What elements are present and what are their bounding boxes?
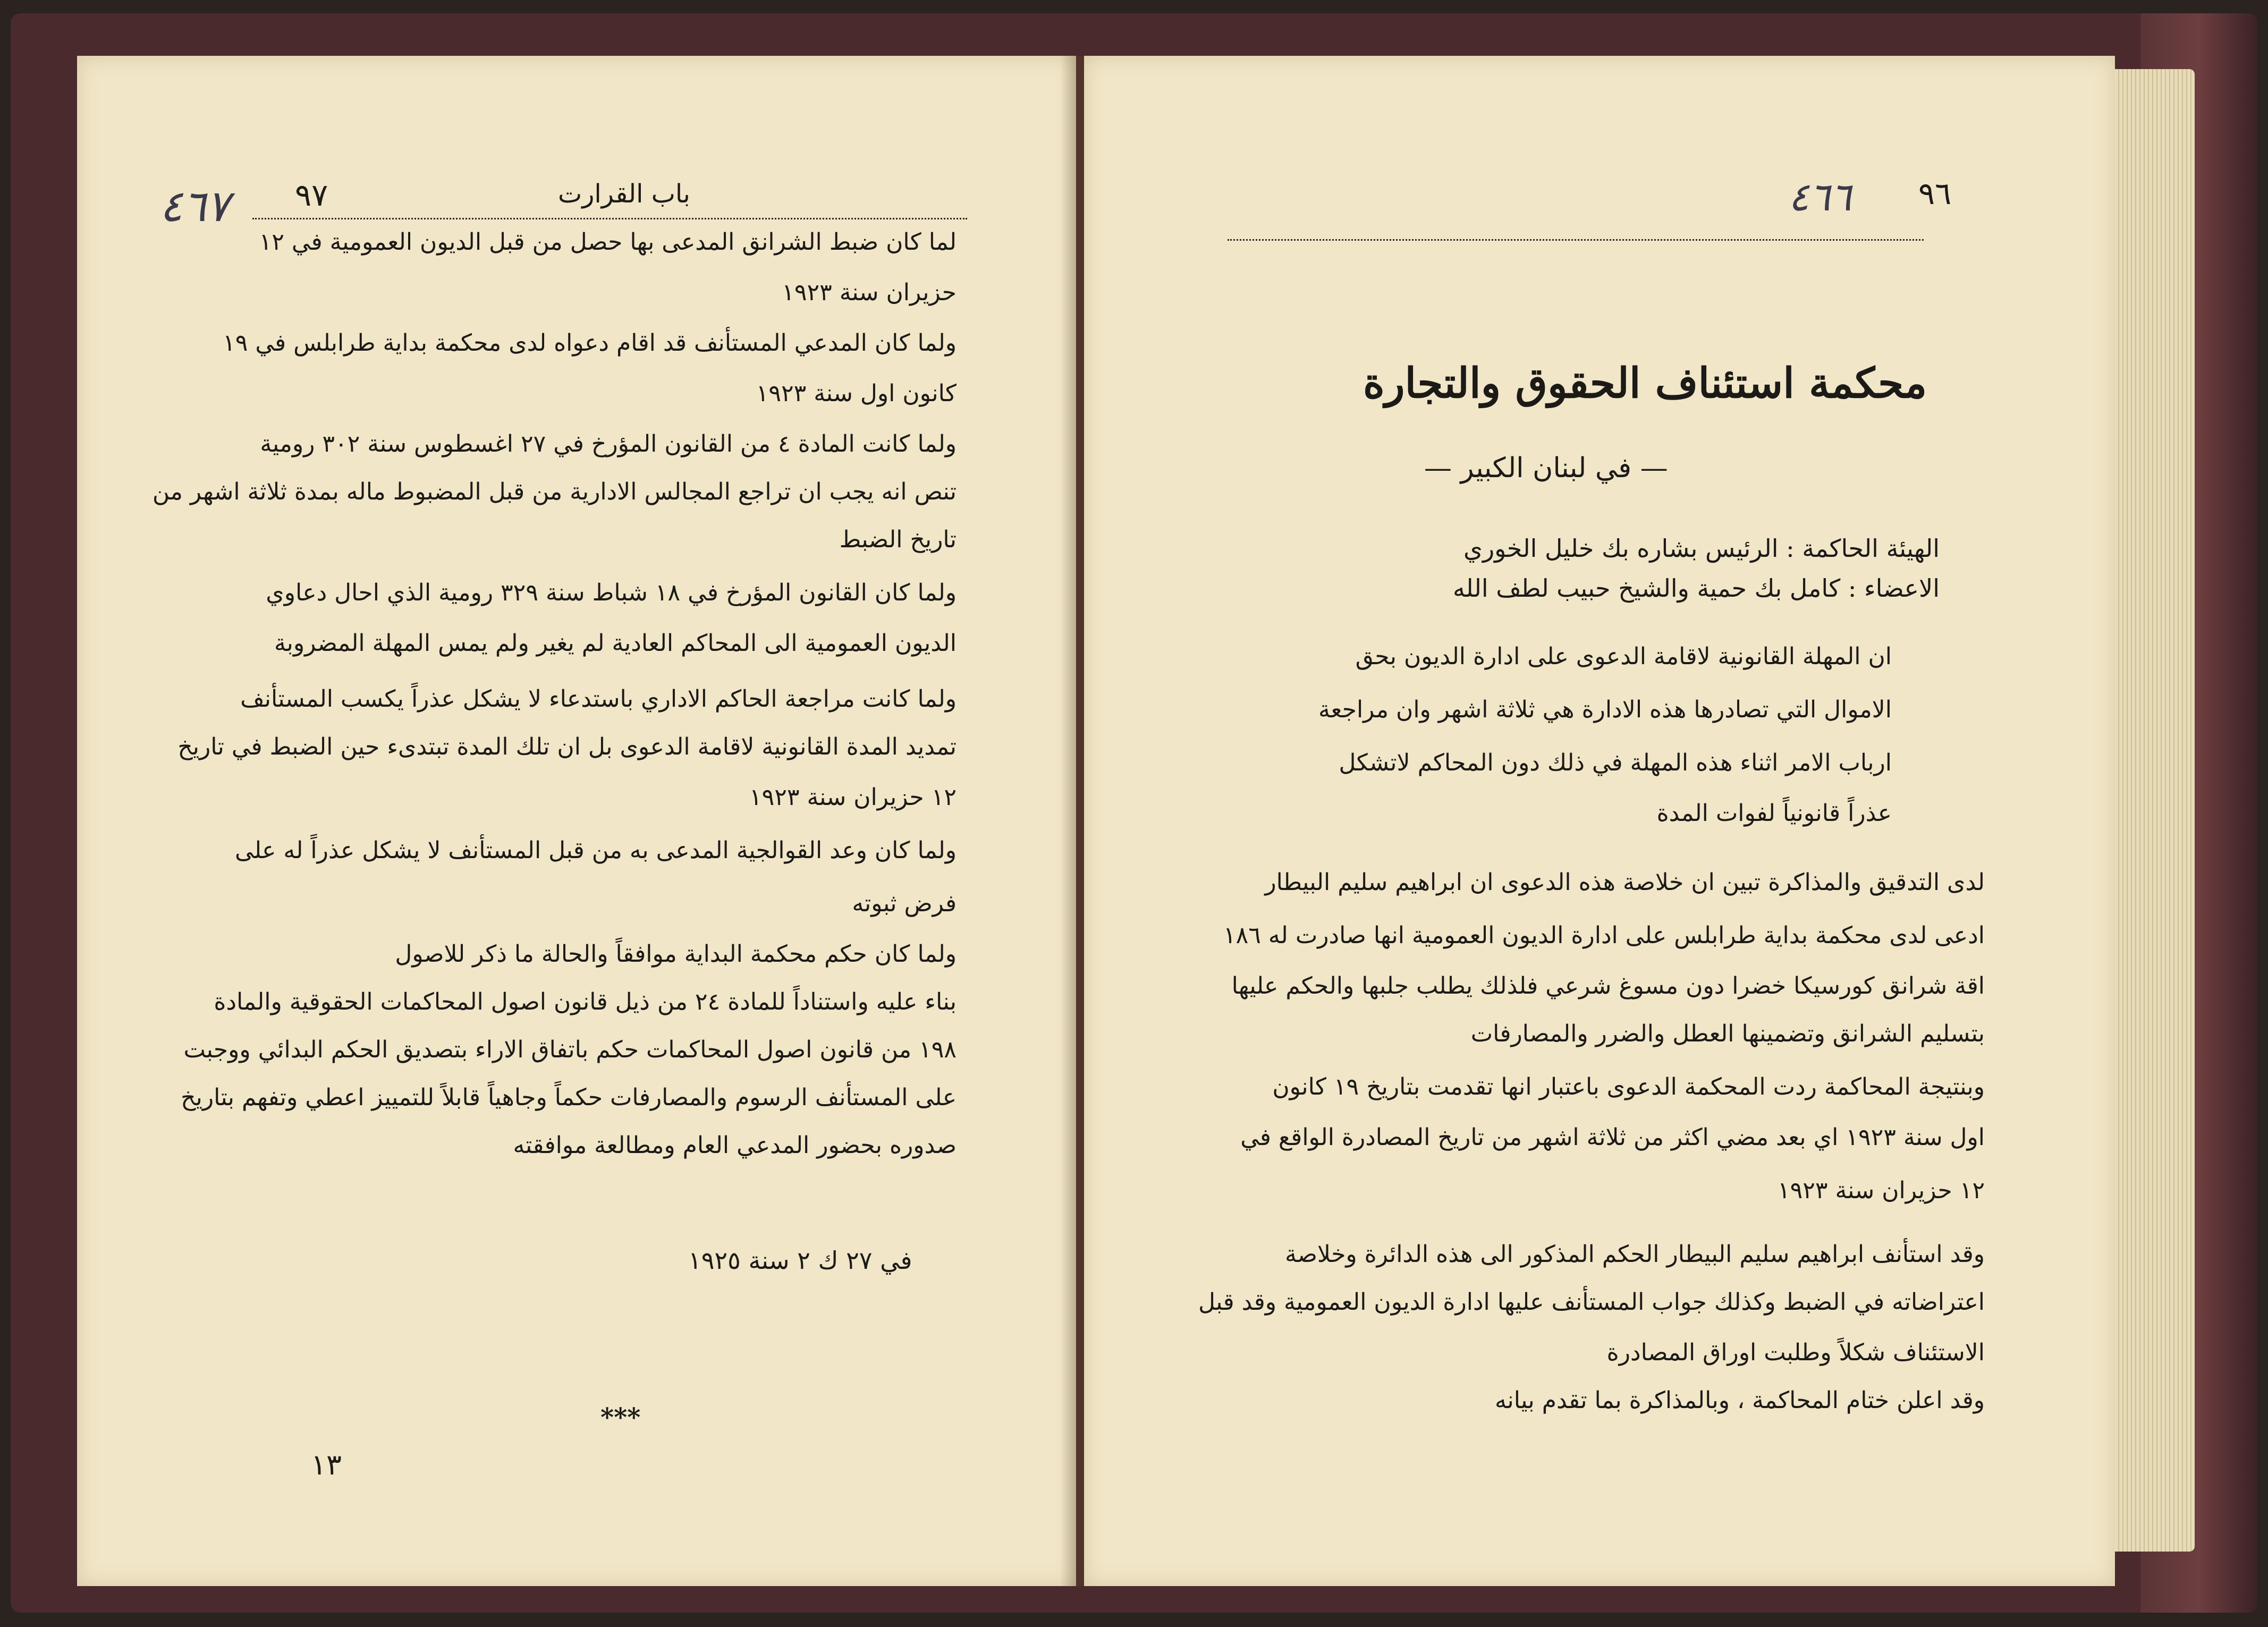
- body-line: ١٢ حزيران سنة ١٩٢٣: [1777, 1177, 1985, 1204]
- body-line: كانون اول سنة ١٩٢٣: [756, 380, 957, 407]
- body-line: ولما كانت مراجعة الحاكم الاداري باستدعاء لا يشكل عذراً يكسب المستأنف: [240, 685, 957, 713]
- body-line: اول سنة ١٩٢٣ اي بعد مضي اكثر من ثلاثة اشهر من تاريخ المصادرة الواقع في: [1240, 1124, 1985, 1151]
- page-number: ٩٧: [295, 177, 328, 213]
- handwritten-page-number: ٤٦٦: [1788, 174, 1852, 220]
- body-line: وبنتيجة المحاكمة ردت المحكمة الدعوى باعتبار انها تقدمت بتاريخ ١٩ كانون: [1272, 1073, 1985, 1100]
- body-line: على المستأنف الرسوم والمصارفات حكماً وجاهياً قابلاً للتمييز اعطي وتفهم بتاريخ: [181, 1084, 957, 1111]
- body-line: بتسليم الشرانق وتضمينها العطل والضرر والمصارفات: [1470, 1020, 1985, 1047]
- body-line: ولما كان وعد القوالجية المدعى به من قبل المستأنف لا يشكل عذراً له على: [234, 837, 957, 864]
- handwritten-page-number: ٤٦٧: [159, 181, 230, 232]
- running-head: باب القرارت: [558, 179, 690, 209]
- body-line: الاستئناف شكلاً وطلبت اوراق المصادرة: [1606, 1339, 1985, 1366]
- body-line: ولما كانت المادة ٤ من القانون المؤرخ في ٢٧ اغسطوس سنة ٣٠٢ رومية: [260, 430, 957, 457]
- body-line: ولما كان حكم محكمة البداية موافقاً والحالة ما ذكر للاصول: [395, 940, 957, 968]
- body-line: ١٩٨ من قانون اصول المحاكمات حكم باتفاق الاراء بتصديق الحكم البدائي ووجبت: [183, 1036, 957, 1063]
- body-line: فرض ثبوته: [852, 890, 957, 917]
- body-line: اقة شرانق كورسيكا خضرا دون مسوغ شرعي فلذلك يطلب جلبها والحكم عليها: [1231, 972, 1985, 999]
- members-line: الاعضاء : كامل بك حمية والشيخ حبيب لطف الله: [1452, 574, 1940, 603]
- header-rule: [252, 218, 967, 219]
- summary-line: ارباب الامر اثناء هذه المهلة في ذلك دون المحاكم لاتشكل: [1339, 749, 1892, 776]
- body-line: ١٢ حزيران سنة ١٩٢٣: [749, 784, 957, 811]
- body-line: حزيران سنة ١٩٢٣: [782, 279, 957, 306]
- date-line: في ٢٧ ك ٢ سنة ١٩٢٥: [688, 1246, 912, 1275]
- page-block-edge: [2115, 69, 2195, 1552]
- body-line: ولما كان القانون المؤرخ في ١٨ شباط سنة ٣٢٩ رومية الذي احال دعاوي: [266, 579, 957, 606]
- left-page: [77, 56, 1076, 1586]
- body-line: اعتراضاته في الضبط وكذلك جواب المستأنف عليها ادارة الديون العمومية وقد قبل: [1198, 1289, 1985, 1316]
- body-line: لدى التدقيق والمذاكرة تبين ان خلاصة هذه الدعوى ان ابراهيم سليم البيطار: [1265, 869, 1985, 896]
- body-line: وقد استأنف ابراهيم سليم البيطار الحكم المذكور الى هذه الدائرة وخلاصة: [1284, 1241, 1985, 1268]
- body-line: وقد اعلن ختام المحاكمة ، وبالمذاكرة بما تقدم بيانه: [1494, 1387, 1985, 1414]
- summary-line: الاموال التي تصادرها هذه الادارة هي ثلاثة اشهر وان مراجعة: [1318, 696, 1892, 723]
- body-line: ادعى لدى محكمة بداية طرابلس على ادارة الديون العمومية انها صادرت له ١٨٦: [1223, 922, 1985, 949]
- summary-line: عذراً قانونياً لفوات المدة: [1656, 800, 1892, 827]
- body-line: تمديد المدة القانونية لاقامة الدعوى بل ان تلك المدة تبتدىء حين الضبط في تاريخ: [177, 733, 957, 760]
- body-line: تنص انه يجب ان تراجع المجالس الادارية من قبل المضبوط ماله بمدة ثلاثة اشهر من: [152, 478, 957, 505]
- panel-line: الهيئة الحاكمة : الرئيس بشاره بك خليل الخوري: [1463, 534, 1940, 563]
- right-page: [1084, 56, 2115, 1586]
- page-number: ٩٦: [1918, 175, 1952, 211]
- separator: ***: [600, 1403, 641, 1433]
- body-line: بناء عليه واستناداً للمادة ٢٤ من ذيل قانون اصول المحاكمات الحقوقية والمادة: [214, 988, 957, 1015]
- summary-line: ان المهلة القانونية لاقامة الدعوى على ادارة الديون بحق: [1355, 643, 1892, 670]
- body-line: لما كان ضبط الشرانق المدعى بها حصل من قبل الديون العمومية في ١٢: [259, 228, 957, 256]
- court-title: محكمة استئناف الحقوق والتجارة: [1363, 359, 1927, 408]
- header-rule: [1228, 239, 1924, 241]
- court-subtitle: — في لبنان الكبير —: [1424, 452, 1668, 484]
- signature-number: ١٣: [311, 1448, 342, 1481]
- body-line: صدوره بحضور المدعي العام ومطالعة موافقته: [513, 1132, 957, 1159]
- body-line: ولما كان المدعي المستأنف قد اقام دعواه لدى محكمة بداية طرابلس في ١٩: [223, 329, 957, 357]
- body-line: تاريخ الضبط: [839, 526, 957, 553]
- body-line: الديون العمومية الى المحاكم العادية لم يغير ولم يمس المهلة المضروبة: [274, 630, 957, 657]
